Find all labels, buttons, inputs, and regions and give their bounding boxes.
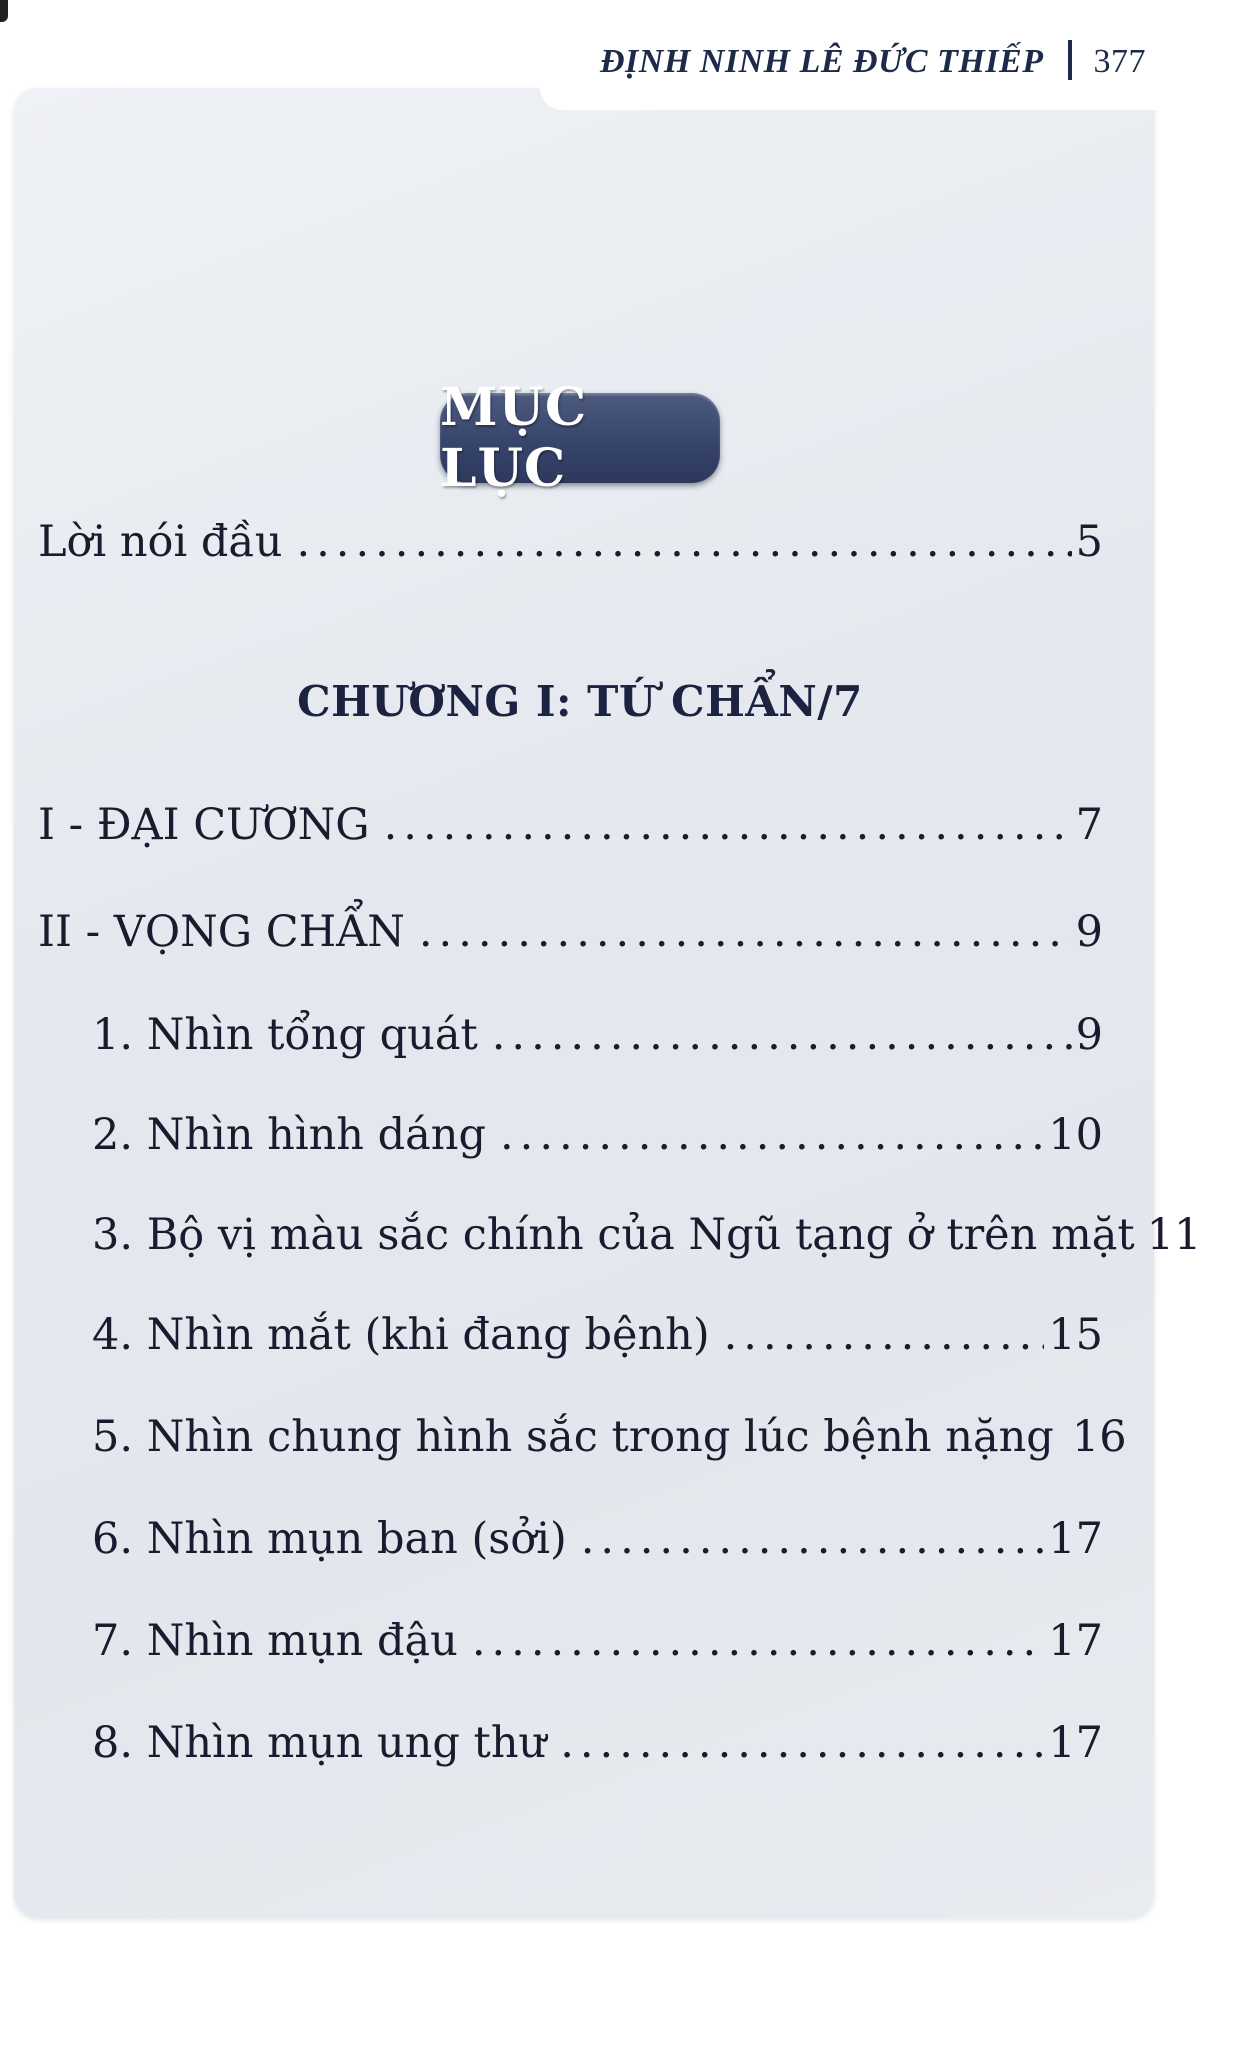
toc-entry-page: 17 xyxy=(1048,1718,1103,1768)
toc-entry-label: 6. Nhìn mụn ban (sởi) xyxy=(92,1514,567,1564)
toc-entry-page: 5 xyxy=(1075,517,1103,567)
toc-entry-page: 16 xyxy=(1071,1412,1127,1462)
header-separator xyxy=(1068,40,1072,84)
toc-entry-subsection[interactable] xyxy=(92,1010,1103,1060)
dot-leader xyxy=(296,517,1071,567)
dot-leader xyxy=(419,907,1072,957)
toc-entry-page: 15 xyxy=(1048,1310,1103,1360)
toc-entry-label: II - VỌNG CHẨN xyxy=(38,907,405,957)
toc-entry-section[interactable] xyxy=(38,907,1103,957)
toc-entry-subsection[interactable] xyxy=(92,1514,1103,1564)
toc-entry-page: 9 xyxy=(1075,1010,1103,1060)
toc-entry-subsection[interactable] xyxy=(92,1110,1103,1160)
toc-entry-subsection[interactable] xyxy=(92,1616,1103,1666)
toc-entry-label: 8. Nhìn mụn ung thư xyxy=(92,1718,547,1768)
toc-entry-section[interactable] xyxy=(38,800,1103,850)
toc-entry-label: 3. Bộ vị màu sắc chính của Ngũ tạng ở trên mặt xyxy=(92,1210,1135,1260)
toc-entry-label: 4. Nhìn mắt (khi đang bệnh) xyxy=(92,1310,710,1360)
panel-notch xyxy=(540,80,1180,110)
toc-entry-label: Lời nói đầu xyxy=(38,517,283,567)
header-page-number: 377 xyxy=(1093,43,1146,80)
toc-entry-subsection[interactable] xyxy=(92,1718,1103,1768)
toc-entry-page: 17 xyxy=(1048,1514,1103,1564)
dot-leader xyxy=(581,1514,1045,1564)
toc-entry-label: 5. Nhìn chung hình sắc trong lúc bệnh nặng xyxy=(92,1412,1054,1462)
toc-entry-label: 1. Nhìn tổng quát xyxy=(92,1010,478,1060)
running-header xyxy=(600,40,1146,84)
dot-leader xyxy=(500,1110,1044,1160)
toc-entry-label: I - ĐẠI CƯƠNG xyxy=(38,800,370,850)
toc-entry-subsection[interactable] xyxy=(92,1210,1202,1260)
toc-entry-page: 10 xyxy=(1048,1110,1103,1160)
header-author: ĐỊNH NINH LÊ ĐỨC THIẾP xyxy=(600,43,1044,80)
dot-leader xyxy=(472,1616,1044,1666)
dot-leader xyxy=(492,1010,1072,1060)
toc-entry-subsection[interactable] xyxy=(92,1412,1127,1462)
toc-entry-preface[interactable] xyxy=(38,517,1103,567)
toc-entry-page: 7 xyxy=(1075,800,1103,850)
toc-entry-label: 2. Nhìn hình dáng xyxy=(92,1110,487,1160)
corner-mark xyxy=(0,0,8,22)
toc-entry-subsection[interactable] xyxy=(92,1310,1103,1360)
dot-leader xyxy=(384,800,1072,850)
toc-entry-label: 7. Nhìn mụn đậu xyxy=(92,1616,458,1666)
page-title: MỤC LỤC xyxy=(440,377,588,499)
toc-entry-page: 11 xyxy=(1146,1210,1202,1260)
toc-entry-page: 9 xyxy=(1075,907,1103,957)
toc-entry-page: 17 xyxy=(1048,1616,1103,1666)
chapter-heading: CHƯƠNG I: TỨ CHẨN/7 xyxy=(297,677,863,726)
dot-leader xyxy=(724,1310,1045,1360)
dot-leader xyxy=(560,1718,1044,1768)
title-badge xyxy=(440,377,720,499)
